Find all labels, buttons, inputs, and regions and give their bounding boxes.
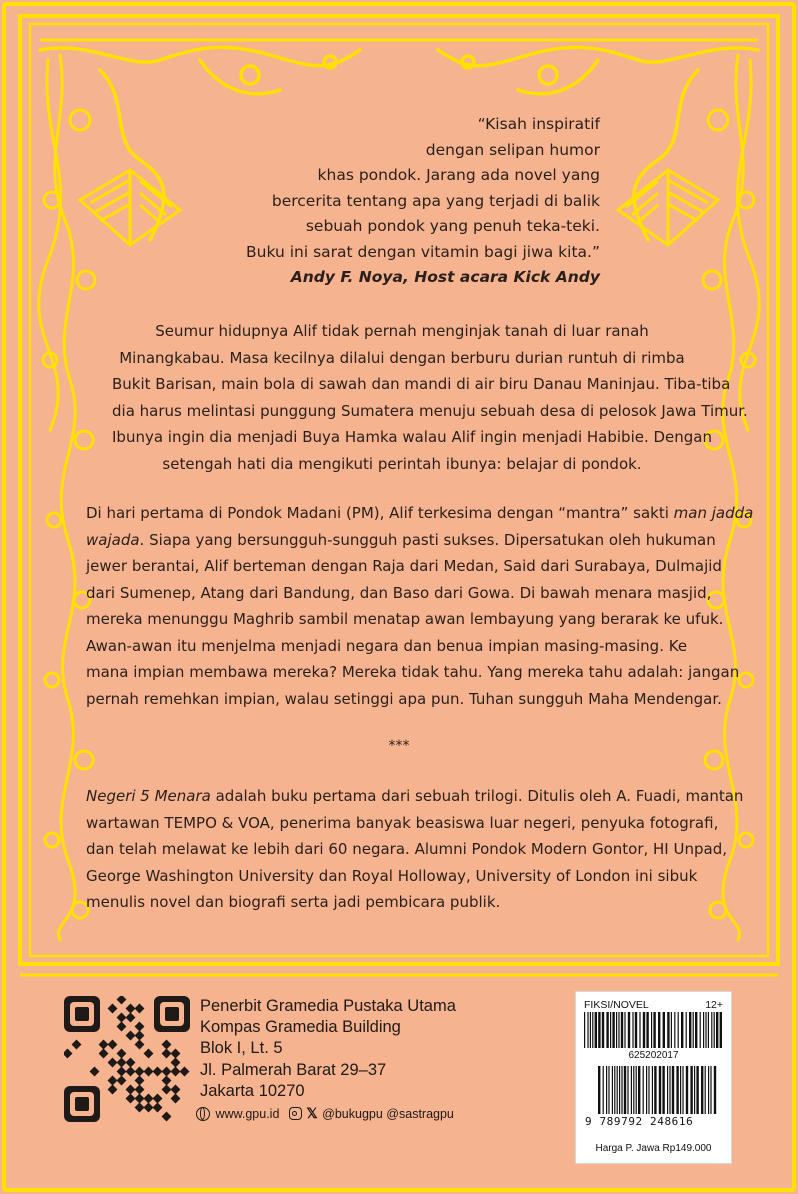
text-line: dia harus melintasi punggung Sumatera menuju sebuah desa di pelosok Jawa Timur. bbox=[112, 401, 748, 420]
genre-label: FIKSI/NOVEL bbox=[584, 999, 649, 1011]
text-line: Seumur hidupnya Alif tidak pernah menginjak tanah di luar ranah bbox=[155, 322, 649, 340]
qr-module bbox=[135, 1004, 145, 1014]
barcode-bar bbox=[701, 1066, 703, 1114]
barcode-bar bbox=[616, 1012, 617, 1048]
qr-module bbox=[117, 996, 127, 1004]
barcode-small bbox=[584, 1012, 724, 1048]
barcode-bar bbox=[643, 1066, 644, 1114]
barcode-bar bbox=[587, 1012, 588, 1048]
qr-module bbox=[72, 1040, 82, 1050]
barcode-isbn bbox=[598, 1066, 720, 1114]
barcode-bar bbox=[714, 1012, 715, 1048]
barcode-bar bbox=[680, 1066, 681, 1114]
barcode-bar bbox=[708, 1012, 709, 1048]
barcode-bar bbox=[614, 1066, 615, 1114]
barcode-bar bbox=[659, 1066, 661, 1114]
text-line bbox=[86, 527, 736, 554]
barcode-bar bbox=[676, 1066, 678, 1114]
barcode-bar bbox=[646, 1012, 648, 1048]
barcode-bar bbox=[633, 1066, 634, 1114]
qr-module bbox=[162, 1040, 172, 1050]
barcode-bar bbox=[714, 1066, 716, 1114]
italic-phrase: wajada bbox=[86, 530, 140, 549]
barcode-bar bbox=[663, 1012, 665, 1048]
text-line: menulis novel dan biografi serta jadi pembicara publik. bbox=[86, 893, 501, 911]
qr-module bbox=[162, 1112, 172, 1122]
qr-module bbox=[126, 1013, 136, 1023]
barcode-bar bbox=[672, 1066, 674, 1114]
qr-module bbox=[144, 1067, 154, 1077]
qr-module bbox=[117, 1049, 127, 1059]
qr-module bbox=[171, 1094, 181, 1104]
qr-module bbox=[171, 1049, 181, 1059]
text-line: dan telah melawat ke lebih dari 60 negara. Alumni Pondok Modern Gontor, HI Unpad, bbox=[86, 840, 727, 858]
text-line: Ibunya ingin dia menjadi Buya Hamka walau Alif ingin menjadi Habibie. Dengan bbox=[112, 428, 713, 446]
text-line: pernah remehkan impian, walau setinggi apa pun. Tuhan sungguh Maha Mendengar. bbox=[86, 689, 722, 708]
qr-module bbox=[126, 1058, 136, 1068]
price-label: Harga P. Jawa Rp149.000 bbox=[595, 1143, 712, 1154]
quote-line: sebuah pondok yang penuh teka-teki. bbox=[305, 217, 600, 235]
synopsis-paragraph-2 bbox=[86, 500, 754, 712]
text-line: setengah hati dia mengikuti perintah ibunya: belajar di pondok. bbox=[162, 454, 642, 473]
text-line bbox=[86, 500, 754, 527]
qr-module bbox=[162, 1076, 172, 1086]
quote-line: dengan selipan humor bbox=[425, 140, 600, 159]
barcode-bar bbox=[621, 1012, 623, 1048]
text-line: mana impian membawa mereka? Mereka tidak tahu. Yang mereka tahu adalah: jangan bbox=[86, 663, 740, 681]
italic-phrase: man jadda bbox=[673, 504, 754, 522]
text-line: Minangkabau. Masa kecilnya dilalui dengan berburu durian runtuh di rimba bbox=[119, 348, 685, 367]
barcode-bar bbox=[720, 1012, 722, 1048]
barcode-bar bbox=[694, 1066, 695, 1114]
barcode-bar bbox=[584, 1012, 585, 1048]
website-link[interactable]: www.gpu.id bbox=[215, 1106, 280, 1121]
text-run: Di hari pertama di Pondok Madani (PM), Alif terkesima dengan “mantra” sakti bbox=[86, 504, 674, 522]
barcode-bar bbox=[651, 1012, 652, 1048]
barcode-label bbox=[575, 991, 732, 1164]
qr-module bbox=[135, 1067, 145, 1077]
barcode-bar bbox=[693, 1012, 694, 1048]
publisher-line: Kompas Gramedia Building bbox=[200, 1018, 401, 1037]
barcode-bar bbox=[621, 1066, 622, 1114]
barcode-bar bbox=[652, 1066, 653, 1114]
barcode-bar bbox=[603, 1066, 604, 1114]
barcode-bar bbox=[631, 1066, 632, 1114]
social-links bbox=[196, 1105, 454, 1122]
qr-module bbox=[108, 1040, 118, 1050]
qr-module bbox=[126, 1004, 136, 1014]
barcode-bar bbox=[639, 1012, 640, 1048]
text-line: mereka menunggu Maghrib sambil menatap awan lembayung yang berarak ke ufuk. bbox=[86, 610, 724, 628]
barcode-bar bbox=[598, 1066, 600, 1114]
qr-module bbox=[99, 1049, 109, 1059]
qr-module bbox=[171, 1058, 181, 1068]
barcode-bar bbox=[696, 1066, 698, 1114]
qr-module bbox=[90, 1067, 100, 1077]
quote-line: “Kisah inspiratif bbox=[477, 115, 600, 133]
barcode-bar bbox=[700, 1012, 701, 1048]
quote-line: khas pondok. Jarang ada novel yang bbox=[317, 166, 600, 184]
barcode-bar bbox=[602, 1012, 604, 1048]
qr-module bbox=[64, 1049, 72, 1059]
qr-module bbox=[126, 1094, 136, 1104]
publisher-address bbox=[200, 996, 456, 1102]
qr-module bbox=[135, 1103, 145, 1113]
qr-module bbox=[126, 1067, 136, 1077]
section-separator: *** bbox=[388, 738, 410, 754]
qr-module bbox=[162, 1085, 172, 1095]
book-title: Negeri 5 Menara bbox=[86, 787, 211, 805]
barcode-bar bbox=[648, 1066, 649, 1114]
barcode-bar bbox=[612, 1012, 614, 1048]
author-paragraph bbox=[86, 783, 744, 916]
quote-line: bercerita tentang apa yang terjadi di balik bbox=[271, 191, 600, 210]
barcode-bar bbox=[708, 1066, 709, 1114]
barcode-bar bbox=[686, 1012, 687, 1048]
qr-module bbox=[153, 1094, 163, 1104]
globe-icon bbox=[196, 1107, 210, 1121]
qr-module bbox=[135, 1031, 145, 1041]
publisher-line: Blok I, Lt. 5 bbox=[200, 1039, 283, 1058]
barcode-bar bbox=[638, 1066, 640, 1114]
barcode-bar bbox=[612, 1066, 613, 1114]
barcode-bar bbox=[646, 1066, 647, 1114]
x-icon: 𝕏 bbox=[306, 1105, 318, 1121]
text-line: wartawan TEMPO & VOA, penerima banyak beasiswa luar negeri, penyuka fotografi, bbox=[86, 813, 719, 832]
qr-module bbox=[135, 1040, 145, 1050]
text-line: jewer berantai, Alif berteman dengan Raja dari Medan, Said dari Surabaya, Dulmajid bbox=[86, 557, 722, 575]
qr-code bbox=[64, 996, 190, 1122]
qr-module bbox=[144, 1094, 154, 1104]
barcode-bar bbox=[617, 1066, 618, 1114]
publisher-line: Penerbit Gramedia Pustaka Utama bbox=[200, 997, 456, 1015]
handle-sastragpu[interactable]: @sastragpu bbox=[386, 1106, 454, 1121]
barcode-bar bbox=[643, 1012, 645, 1048]
text-run: . Siapa yang bersungguh-sungguh pasti sukses. Dipersatukan oleh hukuman bbox=[139, 530, 716, 549]
barcode-bar bbox=[618, 1012, 619, 1048]
text-line: dari Sumenep, Atang dari Bandung, dan Baso dari Gowa. Di bawah menara masjid, bbox=[86, 583, 712, 602]
barcode-bar bbox=[628, 1012, 630, 1048]
barcode-bar bbox=[703, 1012, 704, 1048]
qr-module bbox=[162, 1067, 172, 1077]
endorsement-quote bbox=[160, 112, 600, 291]
qr-module bbox=[180, 1067, 190, 1077]
barcode-bar bbox=[624, 1012, 625, 1048]
barcode-bar bbox=[592, 1012, 593, 1048]
barcode-bar bbox=[606, 1012, 608, 1048]
qr-module bbox=[153, 1103, 163, 1113]
qr-module bbox=[108, 1058, 118, 1068]
quote-attribution: Andy F. Noya, Host acara Kick Andy bbox=[290, 268, 600, 286]
barcode-bar bbox=[667, 1012, 669, 1048]
qr-module bbox=[117, 1058, 127, 1068]
qr-module bbox=[108, 1004, 118, 1014]
qr-module bbox=[108, 1085, 118, 1095]
qr-module bbox=[135, 1085, 145, 1095]
barcode-bar bbox=[635, 1012, 637, 1048]
barcode-bar bbox=[595, 1012, 597, 1048]
qr-module bbox=[117, 1022, 127, 1032]
qr-module bbox=[117, 1067, 127, 1077]
barcode-bar bbox=[636, 1066, 637, 1114]
barcode-bar bbox=[682, 1066, 683, 1114]
text-run: adalah buku pertama dari sebuah trilogi. Ditulis oleh A. Fuadi, mantan bbox=[210, 787, 744, 805]
text-line: Awan-awan itu menjelma menjadi negara dan benua impian masing-masing. Ke bbox=[86, 636, 688, 655]
barcode-bar bbox=[705, 1012, 706, 1048]
qr-module bbox=[135, 1094, 145, 1104]
barcode-bar bbox=[608, 1066, 609, 1114]
qr-module bbox=[171, 1085, 181, 1095]
qr-module bbox=[162, 1049, 172, 1059]
barcode-bar bbox=[678, 1012, 679, 1048]
qr-module bbox=[99, 1040, 109, 1050]
barcode-bar bbox=[690, 1066, 692, 1114]
barcode-bar bbox=[667, 1066, 668, 1114]
qr-module bbox=[126, 1085, 136, 1095]
barcode-bar bbox=[711, 1012, 712, 1048]
qr-module bbox=[135, 1022, 145, 1032]
synopsis-paragraph-1 bbox=[112, 318, 748, 477]
barcode-bar bbox=[716, 1012, 718, 1048]
barcode-bar bbox=[689, 1012, 691, 1048]
handle-bukugpu[interactable]: @bukugpu bbox=[322, 1106, 383, 1121]
qr-module bbox=[117, 1076, 127, 1086]
barcode-bar bbox=[705, 1066, 706, 1114]
barcode-bar bbox=[669, 1066, 670, 1114]
qr-module bbox=[108, 1076, 118, 1086]
barcode-bar bbox=[610, 1012, 611, 1048]
publisher-line: Jakarta 10270 bbox=[200, 1081, 305, 1100]
age-rating: 12+ bbox=[705, 999, 723, 1011]
barcode-bar bbox=[606, 1066, 607, 1114]
barcode-bar bbox=[624, 1066, 626, 1114]
qr-module bbox=[117, 1013, 127, 1023]
barcode-bar bbox=[695, 1012, 697, 1048]
text-line: George Washington University dan Royal Holloway, University of London ini sibuk bbox=[86, 866, 698, 885]
text-line: Bukit Barisan, main bola di sawah dan mandi di air biru Danau Maninjau. Tiba-tiba bbox=[112, 375, 731, 393]
barcode-bar bbox=[686, 1066, 688, 1114]
qr-module bbox=[126, 1031, 136, 1041]
text-line bbox=[86, 783, 744, 810]
product-code: 625202017 bbox=[628, 1050, 679, 1061]
barcode-bar bbox=[619, 1066, 620, 1114]
barcode-bar bbox=[671, 1012, 672, 1048]
barcode-bar bbox=[653, 1012, 655, 1048]
barcode-bar bbox=[598, 1012, 600, 1048]
barcode-bar bbox=[681, 1012, 683, 1048]
qr-module bbox=[153, 1067, 163, 1077]
qr-module bbox=[135, 1076, 145, 1086]
qr-module bbox=[144, 1049, 154, 1059]
quote-line: Buku ini sarat dengan vitamin bagi jiwa kita.” bbox=[246, 242, 600, 261]
qr-module bbox=[171, 1067, 181, 1077]
barcode-bar bbox=[627, 1066, 628, 1114]
barcode-bar bbox=[710, 1066, 711, 1114]
barcode-bar bbox=[674, 1012, 675, 1048]
barcode-bar bbox=[590, 1012, 591, 1048]
instagram-icon bbox=[289, 1107, 302, 1120]
publisher-line: Jl. Palmerah Barat 29–37 bbox=[200, 1060, 387, 1079]
book-icon-right bbox=[618, 170, 718, 245]
barcode-bar bbox=[658, 1012, 660, 1048]
barcode-bar bbox=[662, 1066, 664, 1114]
barcode-bar bbox=[632, 1012, 633, 1048]
qr-module bbox=[144, 1103, 154, 1113]
barcode-bar bbox=[654, 1066, 656, 1114]
isbn-number: 9 789792 248616 bbox=[585, 1115, 694, 1128]
